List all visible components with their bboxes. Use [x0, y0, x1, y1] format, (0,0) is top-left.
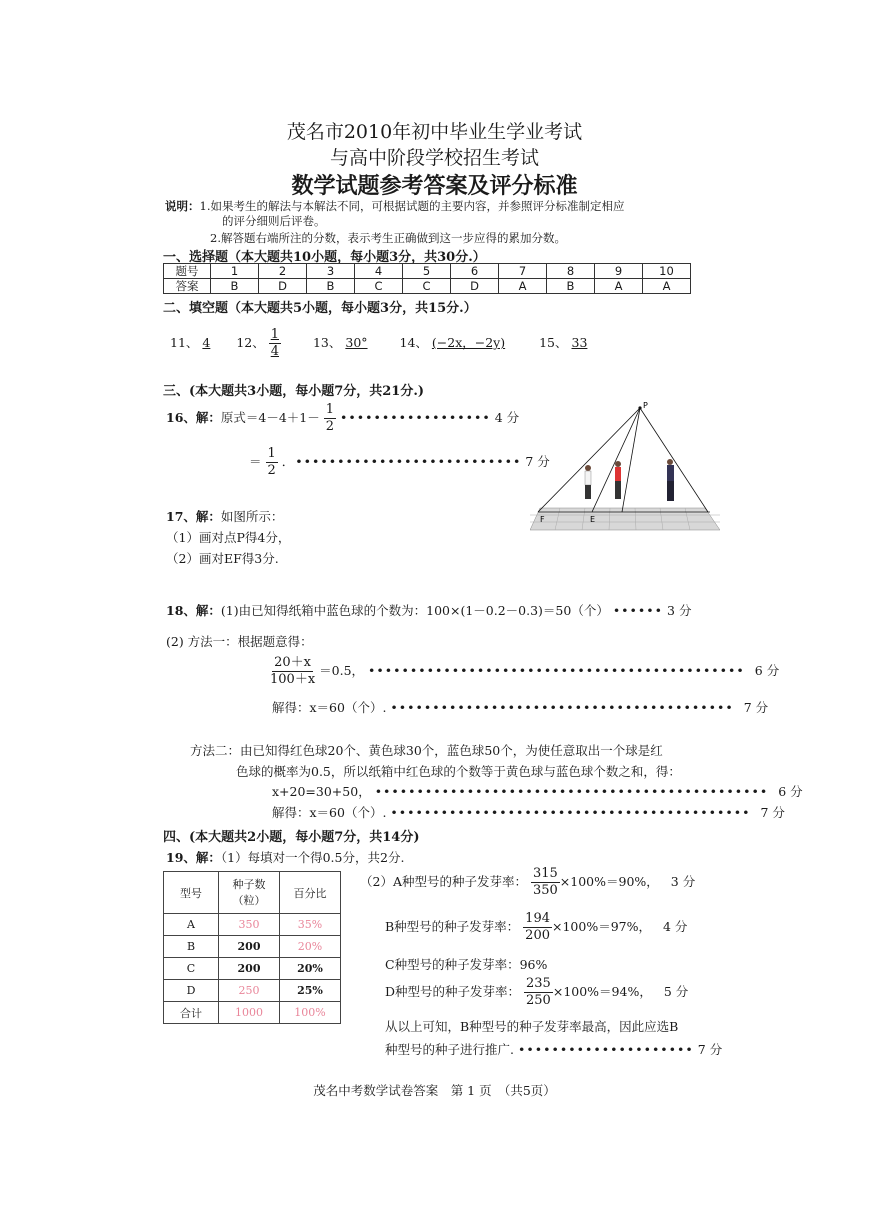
rate-a-num: 315 [532, 866, 558, 881]
seed-header-type: 型号 [164, 872, 219, 914]
rate-b-fraction [523, 911, 552, 944]
answer-value: B [211, 279, 259, 294]
q19-part2-label: （2） [360, 874, 393, 889]
seed-cell: 250 [219, 980, 280, 1002]
answer-table-header-num: 题号 [164, 264, 211, 279]
q16-line1 [166, 402, 519, 435]
answer-value: C [355, 279, 403, 294]
q18-dots-c: ••••••••••••••••••••••••••••••••••••••••••••••• [374, 784, 769, 799]
q11-answer: 4 [202, 335, 211, 350]
doc-title-line1: 茂名市2010年初中毕业生学业考试 [286, 121, 583, 143]
q18-part1-dots: •••••• [612, 603, 664, 618]
rate-d-num: 235 [526, 976, 551, 991]
q16-label: 16、解： [166, 410, 221, 425]
rate-b-num: 194 [525, 911, 550, 926]
answer-value: D [259, 279, 307, 294]
q17-item1: （1）画对点P得4分， [166, 530, 291, 545]
q18-dots-d: ••••••••••••••••••••••••••••••••••••••••••• [390, 805, 751, 820]
seed-cell: 1000 [219, 1002, 280, 1024]
q16-denominator2: 2 [267, 463, 276, 478]
q18-part1-score: 3 分 [667, 603, 692, 618]
q16-line2 [249, 446, 550, 479]
table-row [164, 914, 341, 936]
fig-label-f: F [540, 515, 545, 524]
answer-table-row-numbers [164, 264, 691, 279]
notes-label: 说明： [165, 199, 200, 213]
q14-label: 14、 [399, 335, 428, 350]
q18-dots-b: ••••••••••••••••••••••••••••••••••••••••• [390, 700, 734, 715]
seed-cell: B [164, 936, 219, 958]
seed-cell: 合计 [164, 1002, 219, 1024]
answer-number: 8 [547, 264, 595, 279]
q16-dots2: ．••••••••••••••••••••••••••• [281, 454, 522, 469]
table-row [164, 958, 341, 980]
q19-conclusion-dots: ••••••••••••••••••••• [517, 1042, 694, 1057]
q19-label: 19、解： [166, 850, 221, 865]
rate-a-den: 350 [532, 883, 558, 898]
q18-m2-eq-text: x+20=30+50， [272, 784, 371, 799]
q18-solve2 [272, 803, 785, 821]
rate-d-text: D种型号的种子发芽率： [385, 984, 521, 999]
section3-title: 三、(本大题共3小题，每小题7分，共21分.) [163, 384, 425, 399]
q18-numerator: 20＋x [274, 655, 312, 670]
seed-cell: 35% [280, 914, 341, 936]
seed-header-percent: 百分比 [280, 872, 341, 914]
q18-solve1-text: 解得：x＝60（个）. [272, 700, 387, 715]
seed-cell: 20% [280, 936, 341, 958]
seed-cell: 200 [219, 958, 280, 980]
q17-label: 17、解： [166, 509, 221, 524]
q13-answer: 30° [345, 335, 368, 350]
q18-part1-text: (1)由已知得纸箱中蓝色球的个数为：100×(1－0.2－0.3)＝50（个） [220, 603, 609, 618]
person-figure-1 [585, 465, 591, 499]
q19-conclusion2-text: 种型号的种子进行推广. [385, 1042, 514, 1057]
q19-line1 [166, 848, 404, 866]
q18-method2-line1: 方法二：由已知得红色球20个、黄色球30个，蓝色球50个，为使任意取出一个球是红 [190, 743, 663, 758]
seed-cell: 350 [219, 914, 280, 936]
q18-solve1 [272, 698, 768, 716]
seed-cell: 25% [280, 980, 341, 1002]
q18-part1 [166, 601, 691, 619]
q16-score2: 7 分 [525, 454, 550, 469]
q17-line1 [166, 507, 283, 525]
rate-d-result: ×100%＝94%， [552, 984, 652, 999]
answer-value: A [499, 279, 547, 294]
page-footer: 茂名中考数学试卷答案 第 1 页 （共5页） [313, 1083, 556, 1098]
q18-method1-eq [270, 655, 779, 688]
q19-part1: （1）每填对一个得0.5分，共2分. [220, 850, 405, 865]
q13-label: 13、 [312, 335, 342, 350]
q17-figure [530, 400, 720, 550]
q16-expr: 原式＝4－4＋1－ [220, 410, 320, 425]
rate-b-score: 4 分 [662, 919, 688, 934]
fig-label-p: P [643, 401, 648, 410]
answer-number: 9 [595, 264, 643, 279]
answer-number: 2 [259, 264, 307, 279]
q16-fraction2 [266, 446, 278, 479]
notes-item1b: 的评分细则后评卷。 [222, 214, 326, 228]
q12-answer [269, 327, 281, 360]
seed-header-count: 种子数（粒） [219, 872, 280, 914]
q18-dots-a: ••••••••••••••••••••••••••••••••••••••••••••• [368, 663, 745, 678]
seed-table [163, 871, 341, 1024]
q15-answer: 33 [571, 335, 588, 350]
q11-label: 11、 [170, 335, 199, 350]
q19-conclusion2 [385, 1040, 722, 1058]
person-figure-2 [615, 461, 621, 499]
rate-d [385, 976, 688, 1009]
q16-dots1: •••••••••••••••••• [340, 410, 491, 425]
q18-score-d: 7 分 [760, 805, 785, 820]
seed-cell: 20% [280, 958, 341, 980]
rate-a-text: A种型号的种子发芽率： [392, 874, 527, 889]
answer-number: 7 [499, 264, 547, 279]
q16-numerator2: 1 [267, 446, 276, 461]
rate-a [360, 866, 695, 899]
answer-table [163, 263, 691, 294]
answer-value: A [643, 279, 691, 294]
rate-b-text: B种型号的种子发芽率： [385, 919, 520, 934]
q18-solve2-text: 解得：x＝60（个）. [272, 805, 387, 820]
q18-method2-eq [272, 782, 803, 800]
table-row [164, 936, 341, 958]
answer-value: B [307, 279, 355, 294]
answer-number: 1 [211, 264, 259, 279]
q18-frac-eq: ＝0.5， [319, 663, 365, 678]
rate-b [385, 911, 687, 944]
rate-a-result: ×100%＝90%， [559, 874, 659, 889]
answer-value: D [451, 279, 499, 294]
answer-number: 5 [403, 264, 451, 279]
rate-c: C种型号的种子发芽率：96% [385, 957, 548, 972]
notes-item1a: 1.如果考生的解法与本解法不同，可根据试题的主要内容，并参照评分标准制定相应 [199, 199, 625, 213]
q16-fraction [324, 402, 336, 435]
q17-item2: （2）画对EF得3分. [166, 551, 279, 566]
section1-title: 一、选择题（本大题共10小题，每小题3分，共30分.） [163, 250, 486, 265]
q18-denominator: 100＋x [270, 672, 316, 687]
seed-cell: C [164, 958, 219, 980]
q16-numerator: 1 [325, 402, 335, 417]
q16-denominator: 2 [325, 419, 335, 434]
rate-a-fraction [531, 866, 560, 899]
table-row [164, 980, 341, 1002]
q19-conclusion1: 从以上可知，B种型号的种子发芽率最高，因此应选B [385, 1019, 679, 1034]
q14-answer: (−2x，−2y) [431, 335, 506, 350]
q18-method2-line2: 色球的概率为0.5，所以纸箱中红色球的个数等于黄色球与蓝色球个数之和，得： [236, 764, 681, 779]
person-figure-3 [667, 459, 674, 501]
seed-cell: A [164, 914, 219, 936]
seed-table-header [164, 872, 341, 914]
q18-fraction [270, 655, 315, 688]
q18-label: 18、解： [166, 603, 221, 618]
answer-table-header-ans: 答案 [164, 279, 211, 294]
rate-b-den: 200 [525, 928, 550, 943]
answer-number: 10 [643, 264, 691, 279]
answer-value: B [547, 279, 595, 294]
seed-cell: D [164, 980, 219, 1002]
answer-value: A [595, 279, 643, 294]
q18-score-c: 6 分 [778, 784, 803, 799]
answer-table-row-answers [164, 279, 691, 294]
seed-cell: 200 [219, 936, 280, 958]
seed-cell: 100% [280, 1002, 341, 1024]
q12-label: 12、 [236, 335, 265, 350]
rate-d-den: 250 [526, 993, 551, 1008]
answer-number: 4 [355, 264, 403, 279]
q15-label: 15、 [539, 335, 568, 350]
answer-number: 6 [451, 264, 499, 279]
rate-d-fraction [524, 976, 553, 1009]
rate-b-result: ×100%＝97%， [552, 919, 651, 934]
table-row [164, 1002, 341, 1024]
doc-title-line3: 数学试题参考答案及评分标准 [291, 173, 578, 199]
fig-label-e: E [590, 515, 596, 524]
answer-value: C [403, 279, 451, 294]
notes-item2: 2.解答题右端所注的分数，表示考生正确做到这一步应得的累加分数。 [210, 231, 566, 245]
rate-d-score: 5 分 [663, 984, 689, 999]
fill-answers [170, 326, 587, 360]
doc-title-line2: 与高中阶段学校招生考试 [329, 147, 539, 169]
q12-denominator: 4 [270, 344, 279, 359]
q18-score-a: 6 分 [754, 663, 780, 678]
q12-numerator: 1 [270, 327, 279, 342]
q18-score-b: 7 分 [743, 700, 769, 715]
q17-text: 如图所示： [220, 509, 284, 524]
q19-conclusion-score: 7 分 [697, 1042, 723, 1057]
notes [165, 198, 624, 214]
rate-a-score: 3 分 [670, 874, 696, 889]
q16-eq: ＝ [249, 454, 262, 469]
q18-part2-intro: (2) 方法一：根据题意得： [166, 634, 313, 649]
section2-title: 二、填空题（本大题共5小题，每小题3分，共15分.） [163, 301, 477, 316]
answer-number: 3 [307, 264, 355, 279]
q16-score1: 4 分 [494, 410, 520, 425]
section4-title: 四、(本大题共2小题，每小题7分，共14分) [163, 830, 420, 845]
